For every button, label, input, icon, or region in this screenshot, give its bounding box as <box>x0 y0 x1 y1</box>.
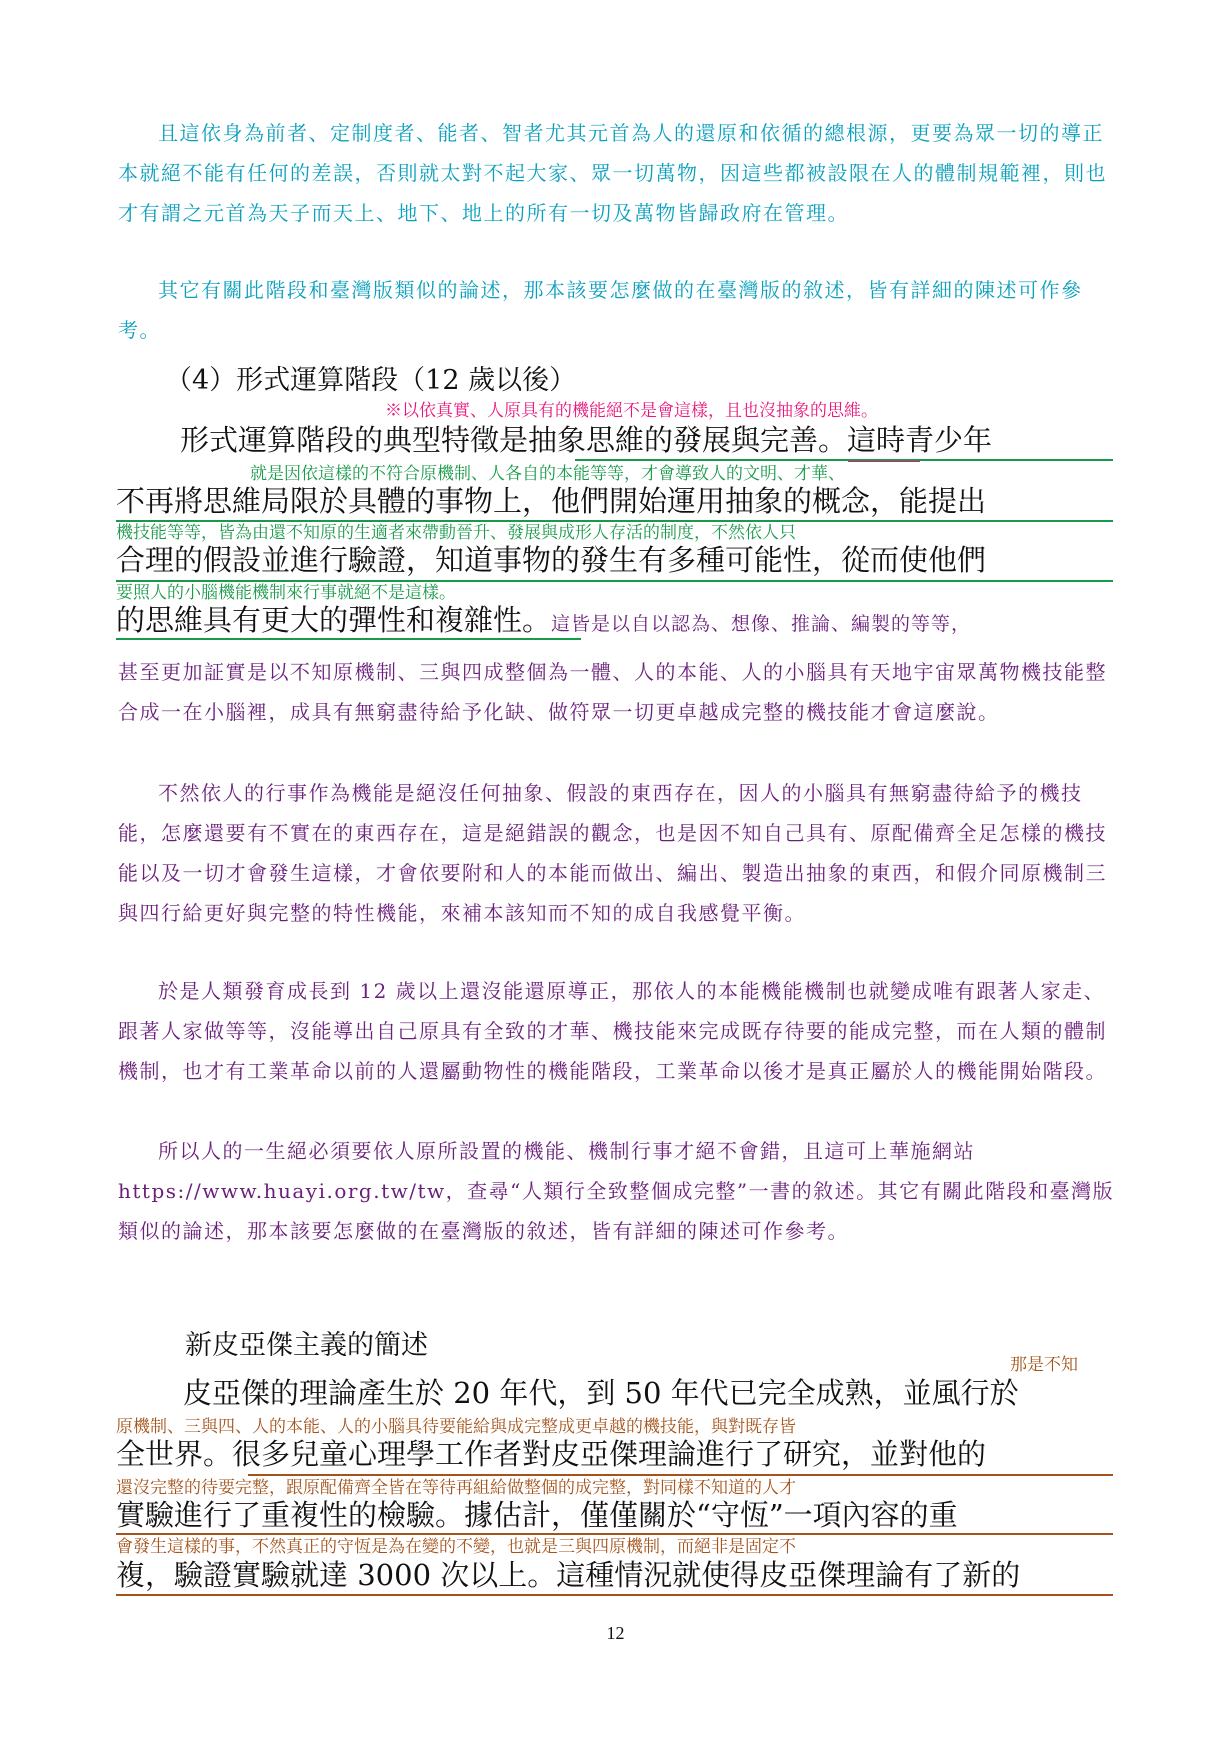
paragraph-2: 其它有關此階段和臺灣版類似的論述，那本該要怎麼做的在臺灣版的敘述，皆有詳細的陳述可作參考。 <box>118 278 1083 342</box>
body-line-4-main: 的思維具有更大的彈性和複雜性。 <box>116 603 552 637</box>
body-line-6: 全世界。很多兒童心理學工作者對皮亞傑理論進行了研究，並對他的 <box>116 1437 987 1471</box>
paragraph-5: 於是人類發育成長到 12 歲以上還沒能還原導正，那依人的本能機能機制也就變成唯有跟著人家走、跟著人家做等等，沒能導出自己原具有全致的才華、機技能來完成既存待要的能成完整，而在人類的體制機制，也才有工業革命以前的人還屬動物性的機能階段，工業革命以後才是真正屬於人的機能開始階段。 <box>118 979 1107 1083</box>
underline-green-4 <box>116 638 581 640</box>
underline-orange-3 <box>116 1594 1113 1596</box>
annotation-note-orange-3: 會發生這樣的事，不然真正的守恆是為在變的不變，也就是三與四原機制，而絕非是固定不 <box>116 1537 796 1557</box>
body-line-4-tail: 這皆是以自以認為、想像、推論、編製的等等， <box>551 613 972 635</box>
body-line-7: 實驗進行了重複性的檢驗。據估計，僅僅關於“守恆”一項內容的重 <box>116 1498 958 1532</box>
body-line-8: 複，驗證實驗就達 3000 次以上。這種情況就使得皮亞傑理論有了新的 <box>116 1558 1021 1592</box>
body-line-5: 皮亞傑的理論產生於 20 年代，到 50 年代已完全成熟，並風行於 <box>183 1376 1019 1410</box>
section-heading-neo-piaget: 新皮亞傑主義的簡述 <box>185 1330 428 1361</box>
paragraph-4: 不然依人的行事作為機能是絕沒任何抽象、假設的東西存在，因人的小腦具有無窮盡待給予的機技能，怎麼還要有不實在的東西存在，這是絕錯誤的觀念，也是因不知自己具有、原配備齊全足怎樣的機技能以及一切才會發生這樣，才會依要附和人的本能而做出、編出、製造出抽象的東西，和假介同原機制三與四行給更好與完整的特性機能，來補本該知而不知的成自我感覺平衡。 <box>118 781 1107 925</box>
annotation-note-orange-top: 那是不知 <box>1010 1355 1078 1375</box>
body-line-3: 合理的假設並進行驗證，知道事物的發生有多種可能性，從而使他們 <box>116 543 987 577</box>
paragraph-1: 且這依身為前者、定制度者、能者、智者尤其元首為人的還原和依循的總根源，更要為眾一切的導正本就絕不能有任何的差誤，否則就太對不起大家、眾一切萬物，因這些都被設限在人的體制規範裡，則也才有謂之元首為天子而天上、地下、地上的所有一切及萬物皆歸政府在管理。 <box>118 121 1107 225</box>
annotation-note-orange-1: 原機制、三與四、人的本能、人的小腦具待要能給與成完整成更卓越的機技能，與對既存皆 <box>116 1417 796 1437</box>
annotation-note-green-2: 機技能等等，皆為由還不知原的生適者來帶動晉升、發展與成形人存活的制度，不然依人只 <box>116 523 796 543</box>
annotation-note-orange-2: 還沒完整的待要完整，跟原配備齊全皆在等待再組給做整個的成完整，對同樣不知道的人才 <box>116 1478 796 1498</box>
body-line-2: 不再將思維局限於具體的事物上，他們開始運用抽象的概念，能提出 <box>116 484 987 518</box>
page-number: 12 <box>606 1623 625 1643</box>
section-heading-formal-operational: （4）形式運算階段（12 歲以後） <box>165 365 577 396</box>
annotation-note-green-3: 要照人的小腦機能機制來行事就絕不是這樣。 <box>116 583 456 603</box>
body-line-1: 形式運算階段的典型特徵是抽象思維的發展與完善。這時青少年 <box>180 423 993 457</box>
paragraph-3: 甚至更加証實是以不知原機制、三與四成整個為一體、人的本能、人的小腦具有天地宇宙眾萬物機技能整合成一在小腦裡，成具有無窮盡待給予化缺、做符眾一切更卓越成完整的機技能才會這麼說。 <box>118 660 1107 724</box>
body-line-4 <box>116 598 971 639</box>
annotation-note-green-1: 就是因依這樣的不符合原機制、人各自的本能等等，才會導致人的文明、才華、 <box>250 464 845 484</box>
annotation-note-red: ※以依真實、人原具有的機能絕不是會這樣，且也沒抽象的思維。 <box>385 401 878 421</box>
paragraph-6: 所以人的一生絕必須要依人原所設置的機能、機制行事才絕不會錯，且這可上華施網站 https://www.huayi.org.tw/tw，查尋“人類行全致整個成完整”一書的敘述。其它有關此階段和臺灣版類似的論述，那本該要怎麼做的在臺灣版的敘述，皆有詳細的陳述可作參考。 <box>118 1139 1115 1243</box>
